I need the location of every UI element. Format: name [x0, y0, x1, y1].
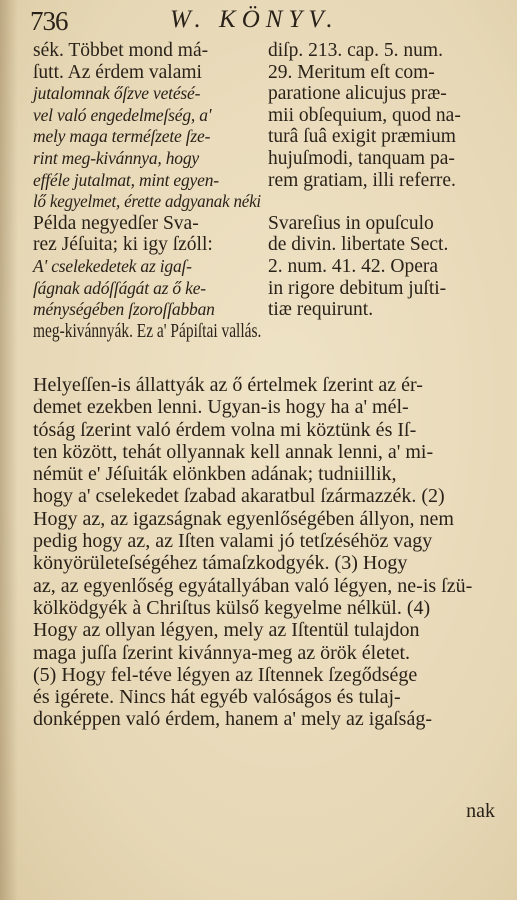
left-column-line: ménységében ſzoroſſabban: [33, 299, 215, 320]
right-column-line: tiæ requirunt.: [268, 299, 374, 321]
right-column-line: de divin. libertate Sect.: [268, 234, 449, 256]
right-column-line: rem gratiam, illi referre.: [268, 169, 456, 191]
left-column-line: meg-kivánnyák. Ez a' Pápiſtai vallás.: [33, 320, 262, 342]
body-line: az, az egyenlőség egyátallyában való légyen, ne-is ſzü-: [33, 574, 473, 597]
right-column-line: mii obſequium, quod na-: [268, 104, 461, 126]
left-column-line: lő kegyelmet, érette adgyanak néki: [33, 191, 261, 212]
body-line: pedig hogy az, az Iſten valami jó tetſzéséhöz vagy: [33, 530, 433, 553]
left-column-line: Példa negyedſer Sva-: [33, 212, 199, 234]
right-column: [268, 40, 500, 321]
right-column-line: turâ ſuâ exigit præmium: [268, 126, 456, 148]
left-column-line: ſutt. Az érdem valami: [33, 61, 202, 83]
left-column-line: vel való engedelmeſség, a': [33, 104, 212, 125]
body-line: Helyeſſen-is állattyák az ő értelmek ſzerint az ér-: [33, 374, 423, 396]
body-line: (5) Hogy fel-téve légyen az Iſtennek ſzegődsége: [33, 663, 418, 686]
body-line: ten között, tehát ollyannak kell annak lenni, a' mi-: [33, 440, 434, 463]
right-column-line: [268, 191, 500, 213]
running-head: W. KÖNYV.: [170, 6, 339, 33]
left-column-line: A' cselekedetek az igaſ-: [33, 255, 192, 276]
body-line: demet ezekben lenni. Ugyan-is hogy ha a' mél-: [33, 396, 409, 419]
left-column-line: sék. Többet mond má-: [33, 40, 209, 61]
left-column: [33, 40, 261, 342]
right-column-line: paratione alicujus præ-: [268, 83, 447, 105]
page-header: [30, 6, 500, 40]
left-column-line: efféle jutalmat, mint egyen-: [33, 169, 219, 190]
body-line: tóság ſzerint való érdem volna mi köztünk és Iſ-: [33, 418, 417, 441]
body-line: kölködgyék à Chriſtus külső kegyelme nélkül. (4): [33, 596, 431, 619]
body-line: némüt e' Jéſuiták elönkben adának; tudniillik,: [33, 463, 397, 486]
page-number: 736: [30, 6, 68, 36]
body-line: donképpen való érdem, hanem a' mely az igaſság-: [33, 708, 433, 731]
left-column-line: mely maga terméſzete ſze-: [33, 126, 211, 147]
right-column-line: hujuſmodi, tanquam pa-: [268, 147, 455, 169]
body-text: [33, 374, 499, 731]
left-column-line: rint meg-kivánnya, hogy: [33, 147, 199, 168]
left-column-line: rez Jéſuita; ki igy ſzóll:: [33, 234, 213, 256]
right-column-line: Svareſius in opuſculo: [268, 212, 434, 234]
body-line: Hogy az ollyan légyen, mely az Iſtentül tulajdon: [33, 619, 420, 642]
right-column-line: diſp. 213. cap. 5. num.: [268, 40, 443, 61]
right-column-line: in rigore debitum juſti-: [268, 277, 447, 299]
left-column-line: jutalomnak őſzve vetésé-: [33, 83, 201, 104]
catchword: nak: [466, 800, 495, 822]
body-line: maga juſſa ſzerint kivánnya-meg az örök életet.: [33, 641, 411, 664]
right-column-line: 29. Meritum eſt com-: [268, 61, 435, 83]
left-column-line: ſágnak adóſſágát az ő ke-: [33, 277, 206, 298]
page-gutter-shadow: [0, 0, 18, 900]
body-line: és igérete. Nincs hát egyéb valóságos és tulaj-: [33, 686, 401, 709]
body-line: hogy a' cselekedet ſzabad akaratbul ſzármazzék. (2): [33, 485, 445, 508]
body-line: Hogy az, az igazságnak egyenlőségében állyon, nem: [33, 507, 454, 530]
body-line: könyörületeſségéhez támaſzkodgyék. (3) Hogy: [33, 552, 408, 575]
right-column-line: 2. num. 41. 42. Opera: [268, 255, 439, 277]
